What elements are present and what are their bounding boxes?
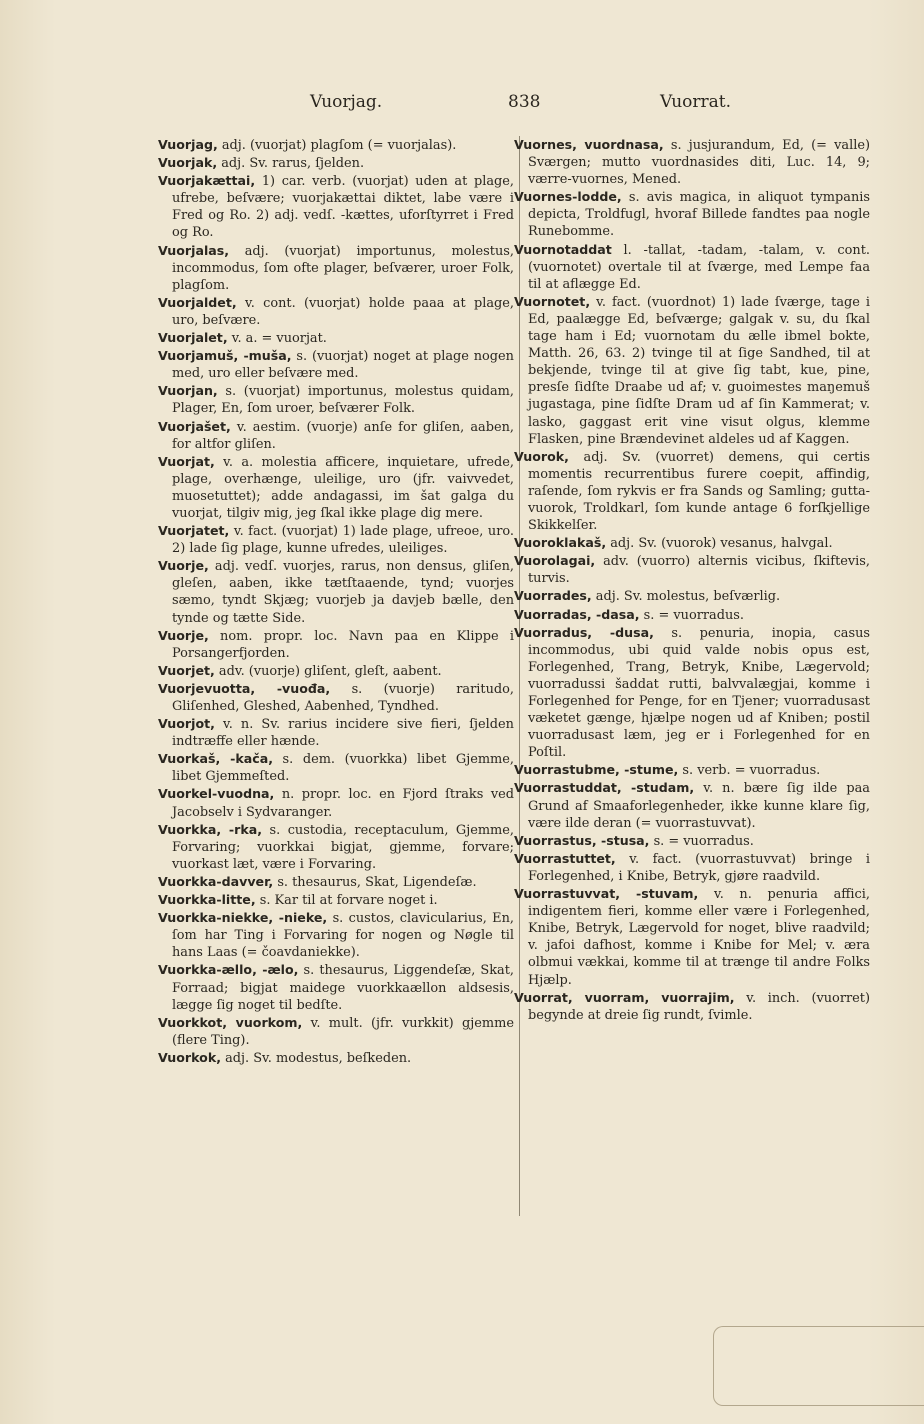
dictionary-entry (158, 453, 514, 522)
entry-definition: v. cont. (vuorjat) holde paaa at plage, uro, beſvære. (172, 295, 514, 328)
entry-definition: 1) car. verb. (vuorjat) uden at plage, ufrebe, beſvære; vuorjakættai diktet, labe være i Fred og Ro. 2) adj. vedſ. -kættes, uforſtyrret i Fred og Ro. (172, 174, 514, 241)
entry-headword: Vuorok, (514, 448, 569, 464)
dictionary-entry (158, 136, 514, 154)
entry-headword: Vuorradas, -dasa, (514, 606, 640, 622)
entry-definition: l. -tallat, -tadam, -talam, v. cont. (vuornotet) overtale til at ſværge, med Lempe faa til at aflægge Ed. (528, 242, 870, 292)
dictionary-entry (158, 961, 514, 1013)
dictionary-entry (514, 885, 870, 989)
dictionary-entry (158, 909, 514, 961)
dictionary-entry (514, 293, 870, 448)
entry-definition: v. mult. (jfr. vurkkit) gjemme (flere Ting). (172, 1015, 514, 1048)
entry-headword: Vuorkkot, vuorkom, (158, 1014, 303, 1030)
dictionary-entry (158, 242, 514, 294)
dictionary-entry (514, 552, 870, 587)
entry-headword: Vuorjak, (158, 155, 218, 171)
entry-definition: adj. Sv. (vuorok) vesanus, halvgal. (606, 536, 833, 552)
entry-definition: v. aestim. (vuorje) anſe for gliſen, aaben, for altfor gliſen. (172, 419, 514, 452)
entry-headword: Vuorrastubme, -stume, (514, 762, 679, 778)
entry-definition: s. = vuorradus. (639, 607, 744, 623)
entry-definition: s. thesaurus, Skat, Ligendeſæ. (273, 874, 477, 890)
dictionary-entry (514, 188, 870, 240)
entry-headword: Vuorjaldet, (158, 294, 237, 310)
dictionary-entry (158, 1049, 514, 1067)
entry-headword: Vuorkka-ællo, -ælo, (158, 962, 299, 978)
entry-headword: Vuorkka, -rka, (158, 821, 263, 837)
entry-headword: Vuorjat, (158, 453, 215, 469)
left-column (158, 136, 514, 1067)
entry-definition: s. (vuorje) raritudo, Gliſenhed, Gleshed, Aabenhed, Tyndhed. (172, 681, 514, 714)
dictionary-entry (514, 534, 870, 552)
entry-headword: Vuorje, (158, 558, 209, 574)
entry-definition: nom. propr. loc. Navn paa en Klippe i Porsangerfjorden. (172, 628, 514, 661)
entry-definition: s. custos, clavicularius, En, ſom har Ting i Forvaring for nogen og Nøgle til hans Laas (= čoavdaniekke). (172, 911, 514, 961)
entry-definition: s. penuria, inopia, casus incommodus, ubi quid valde nobis opus est, Forlegenhed, Trang, Betryk, Knibe, Lægervold; vuorradussi šaddat rutti, balvvalægjai, komme i Forlegenhed for Penge, for en Tjener; vuorradusast væketet gænge, hjælpe nogen ud af Kniben; postil vuorradusast læm, jeg er i Forlegenhed for en Poſtil. (528, 625, 871, 761)
entry-definition: s. thesaurus, Liggendeſæ, Skat, Forraad; bigjat maidege vuorkkaællon aldsesis, lægge ſig noget til bedſte. (172, 963, 514, 1013)
entry-headword: Vuorkok, (158, 1049, 221, 1065)
dictionary-entry (158, 662, 514, 680)
dictionary-entry (514, 624, 870, 762)
dictionary-entry (158, 172, 514, 241)
dictionary-entry (158, 329, 514, 347)
entry-definition: s. jusjurandum, Ed, (= valle) Sværgen; mutto vuordnasides diti, Luc. 14, 9; værre-vuornes, Mened. (528, 138, 871, 188)
entry-definition: s. verb. = vuorradus. (678, 763, 821, 779)
entry-headword: Vuorjalet, (158, 330, 228, 346)
entry-definition: adj. Sv. rarus, ſjelden. (217, 156, 365, 172)
dictionary-entry (158, 557, 514, 626)
entry-headword: Vuorrat, vuorram, vuorrajim, (514, 989, 735, 1005)
entry-definition: adj. (vuorjat) importunus, molestus, incommodus, ſom ofte plager, beſværer, uroer Folk, plagſom. (172, 243, 514, 293)
dictionary-entry (514, 779, 870, 831)
entry-headword: Vuorjan, (158, 383, 218, 399)
entry-headword: Vuorrastuddat, -studam, (514, 780, 695, 796)
entry-headword: Vuorjot, (158, 716, 215, 732)
entry-definition: v. n. bære ſig ilde paa Grund af Smaaforlegenheder, ikke kunne klare ſig, være ilde deran (= vuorrastuvvat). (528, 781, 870, 831)
page-header (0, 92, 924, 122)
entry-definition: v. a. molestia afficere, inquietare, ufrede, plage, overhænge, uleilige, uro (jfr. vaivvedet, muosetuttet); adde andagassi, im šat galga du vuorjat, tilgiv mig, jeg ſkal ikke plage dig mere. (172, 454, 514, 521)
dictionary-entry (158, 154, 514, 172)
dictionary-entry (514, 761, 870, 779)
dictionary-entry (158, 418, 514, 453)
dictionary-entry (514, 989, 870, 1024)
entry-headword: Vuorkel-vuodna, (158, 786, 275, 802)
entry-definition: adv. (vuorje) gliſent, gleſt, aabent. (214, 663, 442, 679)
entry-headword: Vuorje, (158, 627, 209, 643)
entry-definition: v. a. = vuorjat. (227, 331, 327, 347)
entry-headword: Vuornes-lodde, (514, 189, 622, 205)
entry-headword: Vuorkka-niekke, -nieke, (158, 910, 328, 926)
entry-definition: adj. Sv. molestus, beſværlig. (591, 589, 781, 605)
entry-headword: Vuorkka-litte, (158, 892, 256, 908)
entry-definition: adj. Sv. (vuorret) demens, qui certis momentis recurrentibus furere coepit, affindig, raſende, ſom rykvis er fra Sands og Samling; gutta-vuorok, Troldkarl, ſom kunde antage 6 forſkjellige Skikkelſer. (528, 449, 870, 534)
entry-headword: Vuorrastuvvat, -stuvam, (514, 886, 699, 902)
dictionary-entry (514, 832, 870, 850)
entry-headword: Vuorrades, (514, 588, 592, 604)
dictionary-entry (158, 522, 514, 557)
page-number: 838 (508, 92, 541, 112)
entry-headword: Vuoroklakaš, (514, 535, 607, 551)
entry-definition: v. n. Sv. rarius incidere sive fieri, ſjelden indtræffe eller hænde. (172, 717, 514, 750)
dictionary-entry (158, 347, 514, 382)
dictionary-entry (158, 891, 514, 909)
dictionary-entry (158, 382, 514, 417)
entry-definition: s. Kar til at forvare noget i. (255, 893, 438, 909)
entry-headword: Vuorradus, -dusa, (514, 624, 654, 640)
dictionary-entry (158, 750, 514, 785)
entry-definition: adj. Sv. modestus, beſkeden. (220, 1050, 412, 1066)
dictionary-entry (514, 241, 870, 293)
dictionary-entry (158, 715, 514, 750)
entry-headword: Vuorrastuttet, (514, 850, 616, 866)
entry-headword: Vuorjet, (158, 662, 215, 678)
entry-definition: s. (vuorjat) noget at plage nogen med, uro eller beſvære med. (172, 349, 514, 382)
header-right-guideword: Vuorrat. (660, 92, 731, 112)
entry-definition: s. dem. (vuorkka) libet Gjemme, libet Gjemmeſted. (172, 752, 514, 785)
entry-definition: s. = vuorradus. (649, 833, 754, 849)
dictionary-entry (514, 606, 870, 624)
page-corner-mark (713, 1326, 924, 1406)
dictionary-entry (158, 1014, 514, 1049)
dictionary-entry (514, 587, 870, 605)
entry-definition: v. fact. (vuordnot) 1) lade ſværge, tage i Ed, paalægge Ed, beſværge; galgak v. su, du ſkal tage ham i Ed; vuornotam du ælle ibmel bokte, Matth. 26, 63. 2) tvinge til at ſige Sandhed, til at bekjende, tvinge til at give ſig tabt, kue, pine, presſe ſidſte Draabe ud af; v. guoimestes maŋemuš jugastaga, pine ſidſte Dram ud af ſin Kammerat; v. lasko, gaggast erit vine visut olgus, klemme Flasken, pine Brændevinet aldeles ud af Kaggen. (528, 294, 870, 447)
dictionary-entry (158, 873, 514, 891)
entry-headword: Vuorolagai, (514, 553, 596, 569)
entry-headword: Vuorjakættai, (158, 173, 256, 189)
entry-definition: v. n. penuria affici, indigentem fieri, komme eller være i Forlegenhed, Knibe, Betryk, Lægervold for noget, blive raadvild; v. jafoi dafhost, komme i Knibe for Mel; v. æra olbmui vækkai, komme til at trænge til andre Folks Hjælp. (528, 887, 870, 988)
entry-definition: adj. (vuorjat) plagſom (= vuorjalas). (217, 138, 457, 153)
header-left-guideword: Vuorjag. (310, 92, 383, 112)
entry-headword: Vuorkaš, -kača, (158, 751, 273, 767)
dictionary-entry (158, 785, 514, 820)
entry-headword: Vuornotaddat (514, 241, 612, 257)
entry-headword: Vuorjatet, (158, 523, 230, 539)
dictionary-entry (158, 627, 514, 662)
dictionary-entry (514, 448, 870, 534)
entry-headword: Vuorkka-davver, (158, 873, 274, 889)
entry-definition: n. propr. loc. en Fjord ſtraks ved Jacobselv i Sydvaranger. (172, 787, 514, 820)
entry-headword: Vuorjalas, (158, 242, 230, 258)
entry-definition: v. inch. (vuorret) begynde at dreie ſig rundt, ſvimle. (528, 990, 870, 1023)
dictionary-entry (514, 850, 870, 885)
entry-definition: s. (vuorjat) importunus, molestus quidam, Plager, En, ſom uroer, beſværer Folk. (172, 384, 514, 417)
entry-headword: Vuornotet, (514, 293, 591, 309)
dictionary-entry (158, 821, 514, 873)
entry-definition: s. avis magica, in aliquot tympanis depicta, Troldfugl, hvoraf Billede fandtes paa nogle Runebomme. (528, 190, 870, 240)
entry-definition: v. fact. (vuorjat) 1) lade plage, ufreoe, uro. 2) lade ſig plage, kunne ufredes, uleiliges. (172, 524, 514, 557)
right-column (514, 136, 870, 1024)
dictionary-entry (514, 136, 870, 188)
entry-headword: Vuorjag, (158, 137, 218, 152)
entry-headword: Vuornes, vuordnasa, (514, 137, 664, 152)
entry-definition: adj. vedſ. vuorjes, rarus, non densus, gliſen, gleſen, aaben, ikke tætſtaaende, tynd; vuorjes sæmo, tyndt Skjæg; vuorjeb ja davjeb bælle, den tynde og tætte Side. (172, 559, 514, 626)
dictionary-entry (158, 294, 514, 329)
entry-definition: adv. (vuorro) alternis vicibus, ſkiftevis, turvis. (528, 554, 870, 587)
entry-headword: Vuorjevuotta, -vuođa, (158, 680, 331, 696)
entry-headword: Vuorjašet, (158, 418, 231, 434)
entry-definition: v. fact. (vuorrastuvvat) bringe i Forlegenhed, i Knibe, Betryk, gjøre raadvild. (528, 851, 870, 884)
entry-definition: s. custodia, receptaculum, Gjemme, Forvaring; vuorkkai bigjat, gjemme, forvare; vuorkast læt, være i Forvaring. (172, 822, 515, 872)
dictionary-entry (158, 680, 514, 715)
entry-headword: Vuorjamuš, -muša, (158, 348, 292, 364)
entry-headword: Vuorrastus, -stusa, (514, 832, 650, 848)
